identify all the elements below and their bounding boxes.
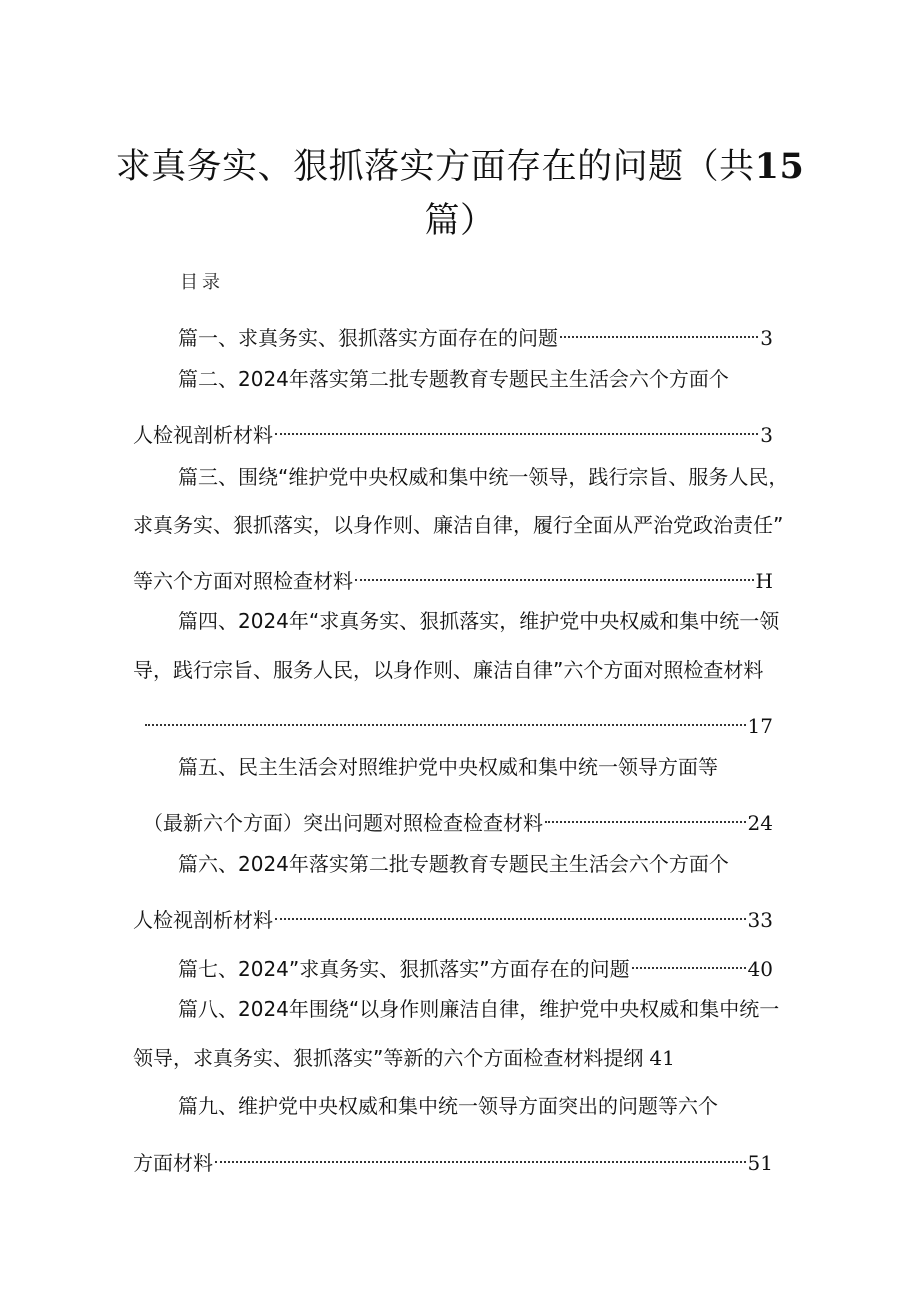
toc-entry-text: 领导，求真务实、狠抓落实”等新的六个方面检查材料提纲 xyxy=(133,1046,644,1070)
toc-entry-4-line-2[interactable] xyxy=(133,655,813,685)
toc-leader-dots xyxy=(560,315,758,345)
title-count: 15 xyxy=(754,146,805,187)
toc-leader-dots xyxy=(145,703,746,733)
toc-entry-text: （最新六个方面）突出问题对照检查检查材料 xyxy=(143,811,543,835)
toc-leader-dots xyxy=(632,946,746,976)
toc-label: 目录 xyxy=(180,272,224,293)
toc-leader-dots xyxy=(545,800,746,830)
toc-leader-dots xyxy=(275,412,758,442)
toc-page-number: 3 xyxy=(760,326,773,350)
toc-entry-text: 人检视剖析材料 xyxy=(133,908,273,932)
toc-entry-text: 篇五、民主生活会对照维护党中央权威和集中统一领导方面等 xyxy=(178,755,718,779)
toc-entry-text: 篇六、2024年落实第二批专题教育专题民主生活会六个方面个 xyxy=(178,852,729,876)
toc-entry-2-line-1[interactable] xyxy=(178,364,773,394)
title-text: 求真务实、狠抓落实方面存在的问题（共 xyxy=(115,147,755,187)
toc-entry-8-line-2[interactable] xyxy=(133,1043,773,1073)
toc-entry-text: 篇九、维护党中央权威和集中统一领导方面突出的问题等六个 xyxy=(178,1094,718,1118)
title-line-2: 篇） xyxy=(424,201,496,241)
toc-entry-text: 篇八、2024年围绕“以身作则廉洁自律，维护党中央权威和集中统一 xyxy=(178,997,780,1021)
toc-entry-text: 等六个方面对照检查材料 xyxy=(133,569,353,593)
toc-page-number: 17 xyxy=(747,714,773,738)
toc-leader-dots xyxy=(355,558,754,588)
toc-entry-5-line-1[interactable] xyxy=(178,752,773,782)
toc-entry-text: 方面材料 xyxy=(133,1151,213,1175)
toc-entry-3-line-1[interactable] xyxy=(178,462,808,492)
toc-leader-dots xyxy=(275,897,746,927)
toc-entry-text: 篇四、2024年“求真务实、狠抓落实，维护党中央权威和集中统一领 xyxy=(178,609,780,633)
toc-entry-text: 篇七、2024”求真务实、狠抓落实”方面存在的问题 xyxy=(178,957,630,981)
title-line-1 xyxy=(110,140,810,194)
toc-entry-1[interactable] xyxy=(178,315,773,350)
toc-entry-9-line-1[interactable] xyxy=(178,1091,773,1121)
toc-leader-dots xyxy=(215,1140,746,1170)
toc-page-number: 24 xyxy=(747,811,773,835)
document-title xyxy=(110,140,810,248)
toc-page-number: 41 xyxy=(649,1046,675,1070)
toc-entry-2-line-2[interactable] xyxy=(133,412,773,447)
toc-entry-5-line-2[interactable] xyxy=(143,800,773,835)
toc-entry-6-line-1[interactable] xyxy=(178,849,773,879)
toc-page-number: 33 xyxy=(747,908,773,932)
toc-entry-text: 导，践行宗旨、服务人民，以身作则、廉洁自律”六个方面对照检查材料 xyxy=(133,658,764,682)
toc-page-number: 40 xyxy=(747,957,773,981)
toc-page-number: 3 xyxy=(760,423,773,447)
toc-entry-text: 篇三、围绕“维护党中央权威和集中统一领导，践行宗旨、服务人民， xyxy=(178,465,789,489)
toc-entry-text: 人检视剖析材料 xyxy=(133,423,273,447)
toc-entry-4-line-3[interactable] xyxy=(143,703,773,738)
toc-entry-6-line-2[interactable] xyxy=(133,897,773,932)
toc-entry-text: 求真务实、狠抓落实，以身作则、廉洁自律，履行全面从严治党政治责任” xyxy=(133,513,784,537)
toc-entry-9-line-2[interactable] xyxy=(133,1140,773,1175)
toc-entry-text: 篇二、2024年落实第二批专题教育专题民主生活会六个方面个 xyxy=(178,367,729,391)
toc-page-number: H xyxy=(755,569,773,593)
toc-entry-3-line-3[interactable] xyxy=(133,558,773,593)
toc-entry-4-line-1[interactable] xyxy=(178,606,790,636)
toc-entry-3-line-2[interactable] xyxy=(133,510,813,540)
toc-entry-8-line-1[interactable] xyxy=(178,994,790,1024)
toc-page-number: 51 xyxy=(747,1151,773,1175)
toc-entry-text: 篇一、求真务实、狠抓落实方面存在的问题 xyxy=(178,326,558,350)
toc-entry-7[interactable] xyxy=(178,946,773,981)
